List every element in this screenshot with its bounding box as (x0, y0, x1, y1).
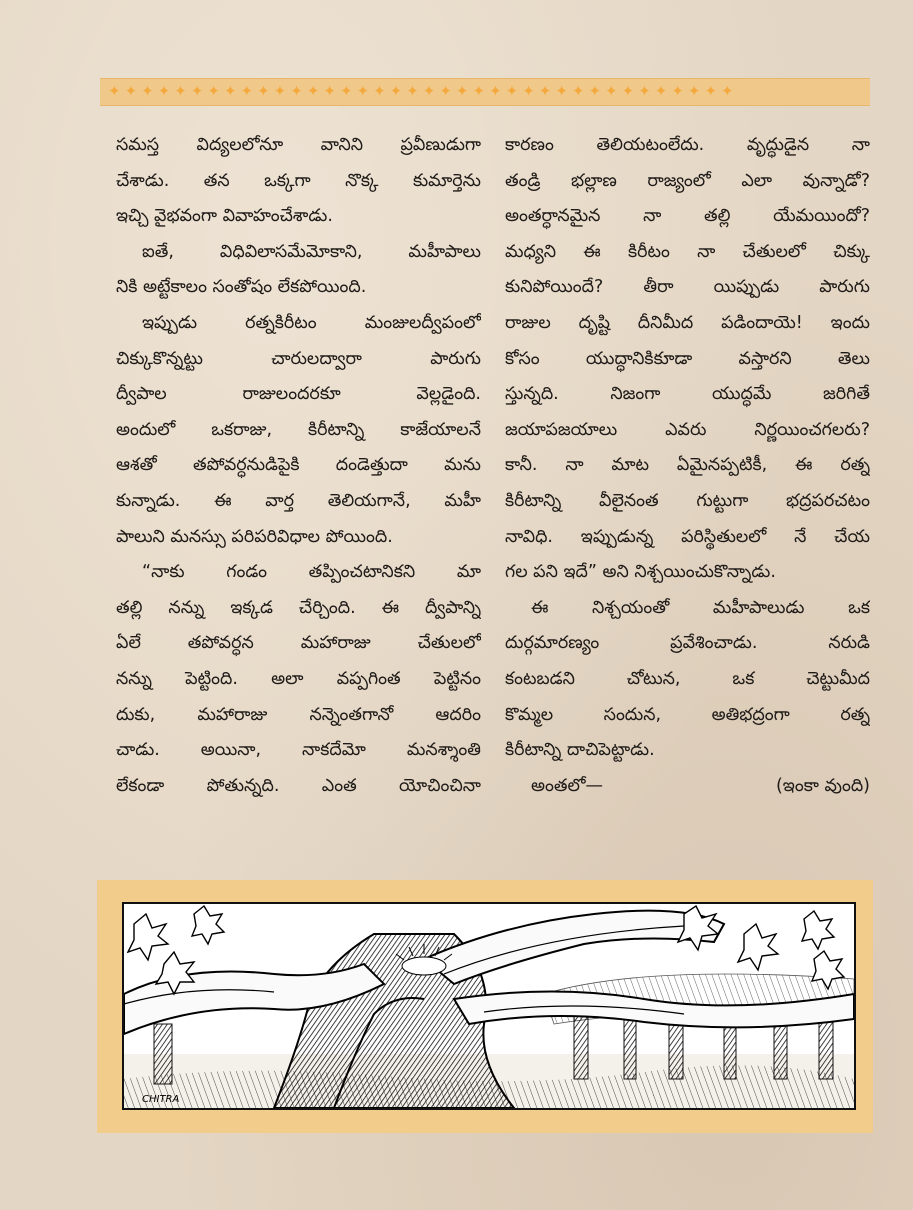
right-text-column (505, 128, 870, 804)
text-line: కంటబడని చోటున, ఒక చెట్టుమీద (505, 668, 870, 689)
decorative-star-border (100, 78, 870, 106)
text-line: అందులో ఒకరాజు, కిరీటాన్ని కాజేయాలనే (116, 419, 481, 440)
artist-signature: CHITRA (142, 1094, 180, 1105)
text-line: దుర్గమారణ్యం ప్రవేశించాడు. నరుడి (505, 633, 870, 654)
text-line: సమస్త విద్యలలోనూ వానిని ప్రవీణుడుగా (116, 135, 481, 155)
text-line: కోసం యుద్ధానికికూడా వస్తారని తెలు (505, 348, 870, 369)
text-line: కునిపోయిందే? తీరా యిప్పుడు పారుగు (505, 277, 870, 298)
text-line: అంతర్ధానమైన నా తల్లి యేమయిందో? (505, 206, 870, 227)
text-line: కిరీటాన్ని వీలైనంత గుట్టుగా భద్రపరచటం (505, 490, 870, 511)
text-line: నికి అట్టేకాలం సంతోషం లేకపోయింది. (116, 277, 367, 298)
continuation-dash: అంతలో— (531, 775, 603, 796)
text-line: తండ్రి భల్లాణ రాజ్యంలో ఎలా వున్నాడో? (505, 170, 870, 191)
text-line: కున్నాడు. ఈ వార్త తెలియగానే, మహీ (116, 490, 481, 511)
closing-row (505, 769, 870, 805)
text-line: నన్ను పెట్టింది. అలా వప్పగింత పెట్టినం (116, 668, 481, 689)
text-line: జయాపజయాలు ఎవరు నిర్ణయించగలరు? (505, 419, 870, 440)
text-line: గల పని ఇదే” అని నిశ్చయించుకొన్నాడు. (505, 562, 776, 583)
text-line: చేశాడు. తన ఒక్కగా నొక్క కుమార్తెను (116, 170, 481, 191)
text-line: లేకండా పోతున్నది. ఎంత యోచించినా (116, 775, 481, 796)
illustration-frame (97, 880, 873, 1133)
text-line: ఈ నిశ్చయంతో మహీపాలుడు ఒక (531, 597, 870, 618)
text-line: నావిధి. ఇప్పుడున్న పరిస్థితులలో నే చేయ (505, 526, 870, 547)
tree-illustration (122, 902, 856, 1110)
text-line: మధ్యని ఈ కిరీటం నా చేతులలో చిక్కు (505, 241, 870, 262)
text-line: ద్వీపాల రాజులందరకూ వెల్లడైంది. (116, 384, 481, 405)
text-line: “నాకు గండం తప్పించటానికని మా (142, 562, 481, 583)
star-row-icon: ✦✦✦✦✦✦✦✦✦✦✦✦✦✦✦✦✦✦✦✦✦✦✦✦✦✦✦✦✦✦✦✦✦✦✦✦✦✦ (108, 82, 738, 100)
text-line: కానీ. నా మాట ఏమైనప్పటికీ, ఈ రత్న (505, 455, 870, 476)
text-line: స్తున్నది. నిజంగా యుద్ధమే జరిగితే (505, 384, 870, 405)
text-line: ఆశతో తపోవర్ధనుడిపైకి దండెత్తుదా మను (116, 455, 481, 476)
to-be-continued-note: (ఇంకా వుంది) (775, 775, 870, 796)
text-line: ఐతే, విధివిలాసమేమోకాని, మహీపాలు (142, 241, 481, 262)
left-text-column (116, 128, 481, 804)
text-line: కారణం తెలియటంలేదు. వృద్ధుడైన నా (505, 135, 870, 155)
text-line: కొమ్మల సందున, అతిభద్రంగా రత్న (505, 704, 870, 725)
text-line: ఏలే తపోవర్ధన మహారాజు చేతులలో (116, 633, 481, 654)
text-line: చాడు. అయినా, నాకదేమో మనశ్శాంతి (116, 740, 481, 761)
text-line: తల్లి నన్ను ఇక్కడ చేర్చింది. ఈ ద్వీపాన్ని (116, 597, 481, 618)
text-line: ఇప్పుడు రత్నకిరీటం మంజులద్వీపంలో (142, 312, 481, 333)
text-line: కిరీటాన్ని దాచిపెట్టాడు. (505, 740, 655, 761)
text-line: ఇచ్చి వైభవంగా వివాహంచేశాడు. (116, 206, 333, 227)
text-line: రాజుల దృష్టి దీనిమీద పడిందాయె! ఇందు (505, 312, 870, 333)
text-line: పాలుని మనస్సు పరిపరివిధాల పోయింది. (116, 526, 393, 547)
text-line: దుకు, మహారాజు నన్నెంతగానో ఆదరిం (116, 704, 481, 725)
text-line: చిక్కుకొన్నట్టు చారులద్వారా పారుగు (116, 348, 481, 369)
tree-drawing-icon (124, 904, 854, 1108)
